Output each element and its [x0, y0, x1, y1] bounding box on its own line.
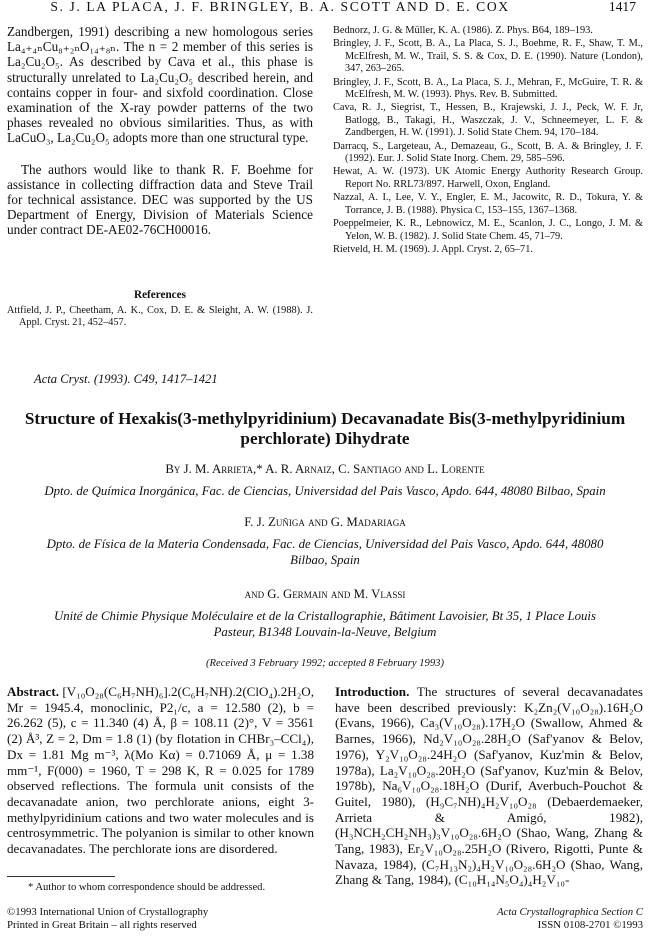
- printed-line: Printed in Great Britain – all rights reserved: [7, 918, 197, 931]
- reference-item: Darracq, S., Largeteau, A., Demazeau, G., Scott, B. A. & Bringley, J. F. (1992). Eur. J. Solid State Inorg. Chem. 29, 585–596.: [333, 140, 643, 165]
- references-heading: References: [134, 289, 186, 301]
- footer-left: [7, 906, 327, 931]
- introduction: [335, 684, 643, 888]
- reference-item: Bringley, J. F., Scott, B. A., La Placa, S. J., Boehme, R. F., Shaw, T. M., McElfresh, M. W., Trail, S. S. & Cox, D. E. (1990). Nature (London), 347, 263–265.: [333, 38, 643, 75]
- reference-list-right: [333, 25, 643, 257]
- page-number: 1417: [608, 0, 636, 14]
- received-dates: (Received 3 February 1992; accepted 8 February 1993): [206, 658, 444, 669]
- journal-name: Acta Crystallographica Section C: [496, 906, 643, 918]
- reference-item: Rietveld, H. M. (1969). J. Appl. Cryst. 2, 65–71.: [333, 243, 533, 255]
- copyright-line: ©1993 International Union of Crystallography: [7, 906, 209, 918]
- reference-item: Bednorz, J. G. & Müller, K. A. (1986). Z. Phys. B64, 189–193.: [333, 25, 593, 36]
- abstract-label: Abstract.: [7, 684, 59, 699]
- conclusion-paragraph: Zandbergen, 1991) describing a new homologous series La₄₊₄ₙCu₈₊₂ₙO₁₄₊₈ₙ. The n = 2 member of this series is La₂Cu₂O₅. As described by Cava et al., this phase is structurally unrelated to La₂Cu₂O₅ described herein, and contains copper in four- and sixfold coordination. Close examination of the X-ray powder patterns of the two phases revealed no obvious similarities. Thus, as with LaCuO₃, La₂Cu₂O₅ adopts more than one structural type.: [7, 24, 313, 146]
- reference-item: Cava, R. J., Siegrist, T., Hessen, B., Krajewski, J. J., Peck, W. F. Jr, Batlogg, B., Takagi, H., Waszczak, J. V., Schneemeyer, L. F. & Zandbergen, H. W. (1991). J. Solid State Chem. 94, 170–184.: [333, 102, 643, 139]
- reference-list-left: [7, 305, 313, 331]
- affiliation-3: Unité de Chimie Physique Moléculaire et de la Cristallographie, Bâtiment Lavoisier, Bt 35, 1 Place Louis Pasteur, B1348 Louvain-la-Neuve, Belgium: [54, 609, 596, 639]
- footer-right: [330, 906, 643, 931]
- issn-line: ISSN 0108-2701 ©1993: [537, 918, 643, 931]
- author-byline-3: and G. Germain and M. Vlassi: [244, 587, 406, 601]
- reference-item: Bringley, J. F., Scott, B. A., La Placa, S. J., Mehran, F., McGuire, T. R. & McElfresh, M. W. (1993). Phys. Rev. B. Submitted.: [333, 76, 643, 101]
- reference-item: Nazzal, A. I., Lee, V. Y., Engler, E. M., Jacowitc, R. D., Tokura, Y. & Torrance, J. B. (1988). Physica C, 153–155, 1367–1368.: [333, 192, 643, 216]
- footnote: * Author to whom correspondence should be addressed.: [28, 882, 266, 893]
- previous-article-conclusion: [7, 24, 313, 238]
- introduction-text: The structures of several decavanadates have been described previously: K₂Zn₂(V₁₀O₂₈).16H₂O (Evans, 1966), Ca₃(V₁₀O₂₈).17H₂O (Swallow, Ahmed & Barnes, 1966), Nd₂V₁₀O₂₈.28H₂O (Saf'yanov & Belov, 1976), Y₂V₁₀O₂₈.24H₂O (Saf'yanov, Kuz'min & Belov, 1978a), La₂V₁₀O₂₈.20H₂O (Saf'yanov, Kuz'min & Belov, 1978b), Na₆V₁₀O₂₈.18H₂O (Durif, Averbuch-Pouchot & Guitel, 1980), (H₉C₇NH)₄H₂V₁₀O₂₈ (Debaerdemaeker, Arrieta & Amigó, 1982), (H₃NCH₂CH₂NH₃)₃V₁₀O₂₈.6H₂O (Shao, Wang, Zhang & Tang, 1983), Er₂V₁₀O₂₈.25H₂O (Rivero, Rigotti, Punte & Navaza, 1984), (C₇H₁₃N₂)₄H₂V₁₀O₂₈.6H₂O (Shao, Wang, Zhang & Tang, 1984), (C₁₀H₁₄N₅O₄)₄H₂V₁₀-: [335, 684, 643, 888]
- reference-item: Poeppelmeier, K. R., Lebnowicz, M. E., Scanlon, J. C., Longo, J. M. & Yelon, W. B. (1982). J. Solid State Chem. 45, 71–79.: [333, 218, 643, 242]
- acknowledgements: The authors would like to thank R. F. Boehme for assistance in collecting diffraction data and Steve Trail for technical assistance. DEC was supported by the US Department of Energy, Division of Materials Science under contract DE-AE02-76CH00016.: [7, 161, 313, 238]
- footnote-rule: [7, 876, 115, 877]
- journal-reference: Acta Cryst. (1993). C49, 1417–1421: [34, 372, 218, 386]
- reference-item: Hewat, A. W. (1973). UK Atomic Energy Authority Research Group. Report No. RRL73/897. Harwell, Oxon, England.: [333, 166, 643, 190]
- affiliation-2: Dpto. de Física de la Materia Condensada, Fac. de Ciencias, Universidad del Pais Vasco, Apdo. 644, 48080 Bilbao, Spain: [46, 537, 604, 567]
- author-byline-1: By J. M. Arrieta,* A. R. Arnaiz, C. Santiago and L. Lorente: [165, 462, 485, 476]
- abstract-text: [V₁₀O₂₈(C₆H₇NH)₆].2(C₆H₇NH).2(ClO₄).2H₂O, Mr = 1945.4, monoclinic, P2₁/c, a = 12.580 (2), b = 26.262 (5), c = 11.340 (4) Å, β = 108.11 (2)°, V = 3561 (2) Å³, Z = 2, Dm = 1.8 (1) (by flotation in CHBr₃–CCl₄), Dx = 1.81 Mg m⁻³, λ(Mo Kα) = 0.71069 Å, μ = 1.38 mm⁻¹, F(000) = 1960, T = 298 K, R = 0.025 for 1789 observed reflections. The formula unit consists of the decavanadate anion, two perchlorate anions, eight 3-methylpyridinium cations and two water molecules and is centrosymmetric. The polyanion is similar to other known decavanadates. The perchlorate ions are disordered.: [7, 684, 314, 857]
- article-title: Structure of Hexakis(3-methylpyridinium) Decavanadate Bis(3-methylpyridinium perchlorate) Dihydrate: [24, 409, 626, 448]
- header-authors: S. J. LA PLACA, J. F. BRINGLEY, B. A. SCOTT AND D. E. COX: [50, 0, 510, 14]
- running-header: [0, 0, 650, 24]
- affiliation-1: Dpto. de Química Inorgánica, Fac. de Ciencias, Universidad del Pais Vasco, Apdo. 644, 48080 Bilbao, Spain: [44, 484, 606, 498]
- author-byline-2: F. J. Zuñiga and G. Madariaga: [244, 515, 406, 529]
- introduction-label: Introduction.: [335, 684, 410, 699]
- reference-item: Attfield, J. P., Cheetham, A. K., Cox, D. E. & Sleight, A. W. (1988). J. Appl. Cryst. 21, 452–457.: [7, 305, 313, 329]
- abstract: [7, 684, 314, 857]
